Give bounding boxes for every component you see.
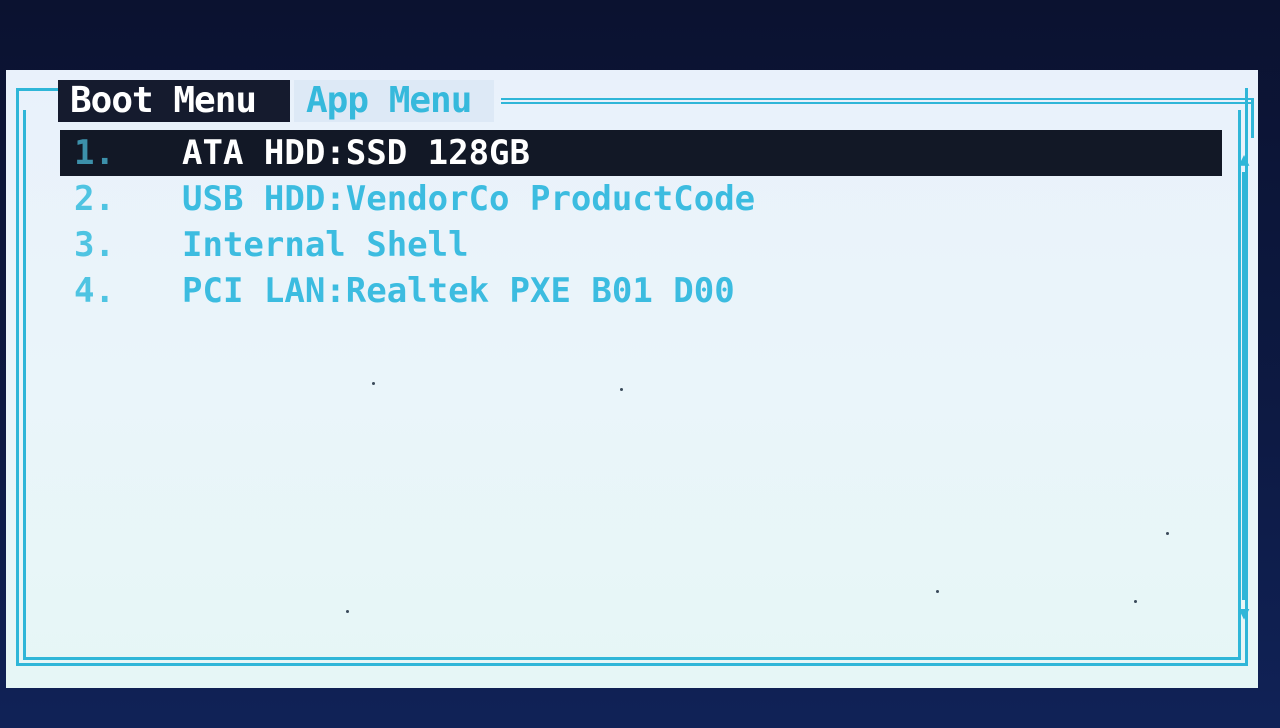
- boot-entry-label: PCI LAN:Realtek PXE B01 D00: [182, 271, 735, 311]
- boot-entry-label: Internal Shell: [182, 225, 469, 265]
- tab-bar-divider: [501, 98, 1251, 104]
- tab-bar-corner: [16, 88, 58, 108]
- tab-bar-right-edge: [1244, 98, 1254, 138]
- arrow-up-icon[interactable]: ▲: [1238, 149, 1250, 170]
- boot-entry-pci-lan[interactable]: [60, 268, 1222, 314]
- boot-entry-number: 1.: [74, 133, 115, 173]
- screen-speck: [346, 610, 349, 613]
- boot-entry-usb-hdd[interactable]: [60, 176, 1222, 222]
- boot-device-list: [60, 130, 1222, 314]
- tab-bar: [16, 80, 1256, 124]
- tab-boot-menu[interactable]: Boot Menu: [58, 80, 290, 122]
- arrow-down-icon[interactable]: ▼: [1238, 603, 1250, 624]
- boot-entry-label: USB HDD:VendorCo ProductCode: [182, 179, 756, 219]
- boot-entry-number: 2.: [74, 179, 115, 219]
- screen-speck: [1134, 600, 1137, 603]
- boot-entry-ata-hdd[interactable]: [60, 130, 1222, 176]
- screen-speck: [372, 382, 375, 385]
- boot-entry-number: 4.: [74, 271, 115, 311]
- boot-menu-panel: [6, 70, 1258, 688]
- boot-entry-number: 3.: [74, 225, 115, 265]
- screen-speck: [1166, 532, 1169, 535]
- boot-entry-label: ATA HDD:SSD 128GB: [182, 133, 530, 173]
- screen-speck: [936, 590, 939, 593]
- screen-speck: [620, 388, 623, 391]
- scrollbar-track[interactable]: [1242, 172, 1245, 600]
- boot-entry-internal-shell[interactable]: [60, 222, 1222, 268]
- tab-app-menu[interactable]: App Menu: [294, 80, 494, 122]
